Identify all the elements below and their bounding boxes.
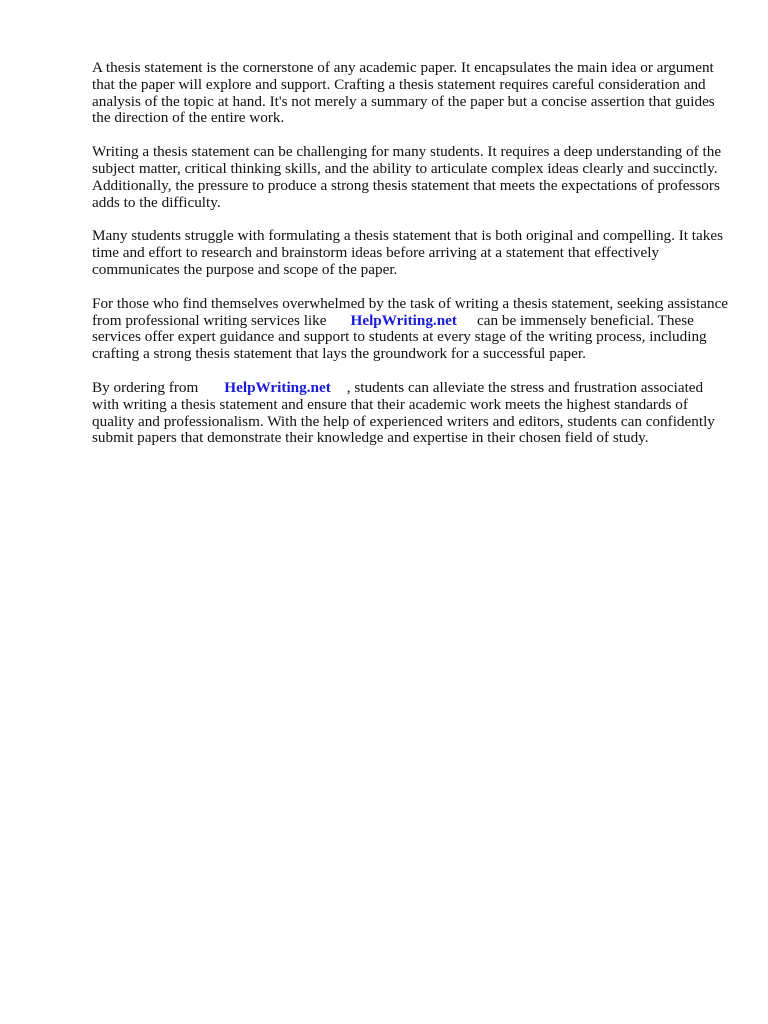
paragraph-assistance-text-end: can be immensely beneficial. These services offer expert guidance and support to students at every stage of the writing process, including crafting a strong thesis statement that lays the groundwork for a successful paper. bbox=[92, 311, 707, 363]
paragraph-challenges: Writing a thesis statement can be challenging for many students. It requires a deep understanding of the subject matter, critical thinking skills, and the ability to articulate complex ideas clearly and succinctly. Additionally, the pressure to produce a strong thesis statement that meets the expectations of professors adds to the difficulty. bbox=[92, 143, 722, 211]
paragraph-struggle: Many students struggle with formulating a thesis statement that is both original and compelling. It takes time and effort to research and brainstorm ideas before arriving at a statement that effectively communicates the purpose and scope of the paper. bbox=[92, 227, 724, 278]
helpwriting-link[interactable]: HelpWriting.net bbox=[350, 311, 457, 329]
paragraph-intro: A thesis statement is the cornerstone of any academic paper. It encapsulates the main idea or argument that the paper will explore and support. Crafting a thesis statement requires careful consideration and analysis of the topic at hand. It's not merely a summary of the paper but a concise assertion that guides the direction of the entire work. bbox=[92, 59, 715, 127]
document-page bbox=[92, 60, 732, 464]
paragraph-ordering-text-end: , students can alleviate the stress and frustration associated with writing a thesis statement and ensure that their academic work meets the highest standards of quality and professionalism. With the help of experienced writers and editors, students can confidently submit papers that demonstrate their knowledge and expertise in their chosen field of study. bbox=[92, 378, 715, 447]
helpwriting-link-second[interactable]: HelpWriting.net bbox=[224, 378, 331, 396]
paragraph-ordering-text-start: By ordering from bbox=[92, 378, 199, 396]
paragraph-ordering bbox=[92, 380, 732, 447]
paragraph-assistance bbox=[92, 296, 732, 363]
paragraph-assistance-text-start: For those who find themselves overwhelmed by the task of writing a thesis statement, seeking assistance from professional writing services like bbox=[92, 294, 729, 329]
